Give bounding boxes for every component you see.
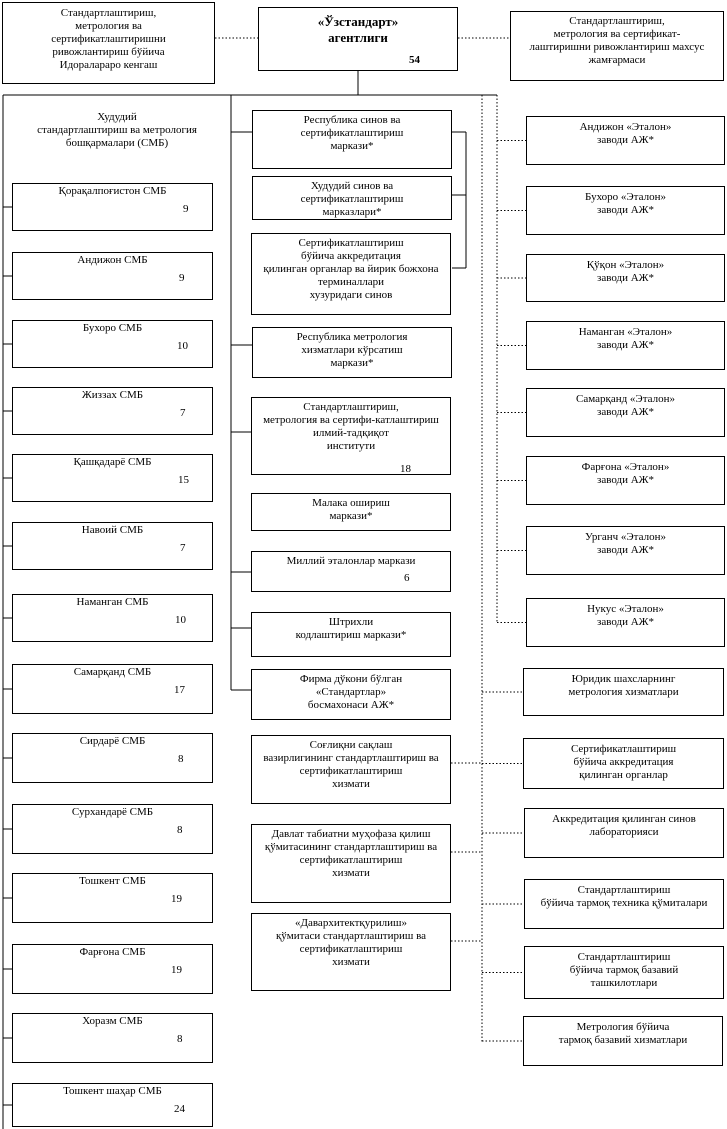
regional-board-number: 19 — [171, 964, 182, 976]
regional-board-label: Сирдарё СМБ — [79, 735, 146, 747]
regional-board-number: 7 — [180, 542, 186, 554]
center-label: Штрихли кодлаштириш маркази* — [295, 616, 407, 641]
center-label: «Давархитектқурилиш» қўмитаси стандартлаштириш ва сертификатлаштириш хизмати — [275, 917, 427, 968]
agency-title: «Ўзстандарт» агентлиги — [317, 14, 399, 45]
regional-board-box — [12, 1083, 213, 1127]
regional-board-number: 19 — [171, 893, 182, 905]
left-heading: Худудий стандартлаштириш ва метрология бошқармалари (СМБ) — [37, 111, 197, 149]
right-unit-label: Стандартлаштириш бўйича тармоқ базавий ташкилотлари — [569, 951, 679, 989]
center-label: Фирма дўкони бўлган «Стандартлар» босмахонаси АЖ* — [299, 673, 403, 711]
agency-box — [258, 7, 458, 71]
right-unit-box — [526, 456, 725, 505]
center-box — [252, 176, 452, 220]
right-unit-label: Қўқон «Эталон» заводи АЖ* — [586, 259, 665, 284]
right-unit-label: Урганч «Эталон» заводи АЖ* — [585, 531, 666, 556]
right-unit-box — [524, 808, 724, 858]
regional-board-box — [12, 594, 213, 642]
center-box — [251, 824, 451, 903]
fund-label: Стандартлаштириш, метрология ва сертификат- лаштиришни ривожлантириш махсус жамғармаси — [529, 15, 705, 66]
right-unit-box — [526, 526, 725, 575]
right-unit-label: Наманган «Эталон» заводи АЖ* — [578, 326, 673, 351]
regional-board-box — [12, 522, 213, 570]
center-label: Республика синов ва сертификатлаштириш маркази* — [300, 114, 404, 152]
center-number: 18 — [400, 463, 411, 475]
right-unit-box — [524, 879, 724, 929]
regional-board-number: 7 — [180, 407, 186, 419]
regional-board-label: Хоразм СМБ — [82, 1015, 143, 1027]
regional-board-number: 9 — [183, 203, 189, 215]
center-label: Худудий синов ва сертификатлаштириш марказлари* — [300, 180, 404, 218]
regional-board-label: Қашқадарё СМБ — [73, 456, 152, 468]
right-unit-box — [523, 738, 724, 789]
regional-board-number: 24 — [174, 1103, 185, 1115]
regional-board-box — [12, 252, 213, 300]
regional-board-label: Тошкент СМБ — [79, 875, 146, 887]
center-box — [251, 735, 451, 804]
regional-board-number: 8 — [177, 1033, 183, 1045]
regional-board-number: 9 — [179, 272, 185, 284]
center-label: Республика метрология хизматлари кўрсатиш маркази* — [296, 331, 408, 369]
right-unit-label: Аккредитация қилинган синов лабораторияси — [552, 813, 696, 838]
right-unit-label: Стандартлаштириш бўйича тармоқ техника қўмиталари — [540, 884, 708, 909]
center-box — [251, 397, 451, 475]
center-box — [251, 493, 451, 531]
regional-board-label: Жиззах СМБ — [81, 389, 144, 401]
right-unit-box — [526, 321, 725, 370]
regional-board-box — [12, 454, 213, 502]
center-box — [251, 233, 451, 315]
regional-board-box — [12, 944, 213, 994]
center-box — [251, 612, 451, 657]
regional-board-label: Фарғона СМБ — [79, 946, 146, 958]
right-unit-label: Метрология бўйича тармоқ базавий хизматлари — [558, 1021, 688, 1046]
center-label: Давлат табиатни муҳофаза қилиш қўмитасининг стандартлаштириш ва сертификатлаштириш хизмати — [264, 828, 438, 879]
regional-board-box — [12, 183, 213, 231]
regional-board-box — [12, 733, 213, 783]
center-number: 6 — [404, 572, 410, 584]
center-label: Малака ошириш маркази* — [312, 497, 390, 522]
right-unit-label: Андижон «Эталон» заводи АЖ* — [579, 121, 672, 146]
regional-board-box — [12, 664, 213, 714]
center-label: Сертификатлаштириш бўйича аккредитация қилинган органлар ва йирик божхона терминаллари хузуридаги синов — [263, 237, 439, 301]
right-unit-box — [523, 668, 724, 716]
right-unit-label: Самарқанд «Эталон» заводи АЖ* — [575, 393, 675, 418]
regional-board-box — [12, 1013, 213, 1063]
right-unit-box — [524, 946, 724, 999]
right-unit-box — [526, 116, 725, 165]
regional-board-box — [12, 387, 213, 435]
center-box — [252, 110, 452, 169]
right-unit-label: Нукус «Эталон» заводи АЖ* — [587, 603, 664, 628]
council-box — [2, 2, 215, 84]
council-label: Стандартлаштириш, метрология ва сертификатлаштиришни ривожлантириш бўйича Идоралараро кенгаш — [51, 7, 166, 71]
regional-board-box — [12, 320, 213, 368]
center-label: Миллий эталонлар маркази — [286, 555, 416, 567]
regional-board-label: Тошкент шаҳар СМБ — [63, 1085, 162, 1097]
regional-board-number: 17 — [174, 684, 185, 696]
regional-board-number: 8 — [178, 753, 184, 765]
regional-board-number: 10 — [177, 340, 188, 352]
regional-board-label: Бухоро СМБ — [82, 322, 143, 334]
regional-board-number: 15 — [178, 474, 189, 486]
regional-board-label: Қорақалпоғистон СМБ — [58, 185, 167, 197]
right-unit-label: Сертификатлаштириш бўйича аккредитация қилинган органлар — [570, 743, 677, 781]
right-unit-label: Юридик шахсларнинг метрология хизматлари — [568, 673, 679, 698]
regional-board-label: Наманган СМБ — [76, 596, 149, 608]
right-unit-box — [523, 1016, 723, 1066]
center-box — [251, 913, 451, 991]
right-unit-box — [526, 254, 725, 302]
regional-board-label: Самарқанд СМБ — [73, 666, 152, 678]
fund-box — [510, 11, 724, 81]
right-unit-box — [526, 186, 725, 235]
regional-board-box — [12, 873, 213, 923]
center-label: Соғлиқни сақлаш вазирлигининг стандартлаштириш ва сертификатлаштириш хизмати — [263, 739, 439, 790]
regional-board-label: Сурхандарё СМБ — [71, 806, 154, 818]
right-unit-box — [526, 598, 725, 647]
regional-board-number: 8 — [177, 824, 183, 836]
center-label: Стандартлаштириш, метрология ва сертифи-катлаштириш илмий-тадқиқот институти — [263, 401, 439, 452]
regional-board-box — [12, 804, 213, 854]
regional-board-label: Навоий СМБ — [81, 524, 144, 536]
regional-board-number: 10 — [175, 614, 186, 626]
regional-board-label: Андижон СМБ — [77, 254, 148, 266]
right-unit-label: Бухоро «Эталон» заводи АЖ* — [585, 191, 666, 216]
agency-number: 54 — [409, 54, 420, 66]
center-box — [251, 669, 451, 720]
right-unit-box — [526, 388, 725, 437]
right-unit-label: Фарғона «Эталон» заводи АЖ* — [581, 461, 670, 486]
center-box — [251, 551, 451, 592]
center-box — [252, 327, 452, 378]
